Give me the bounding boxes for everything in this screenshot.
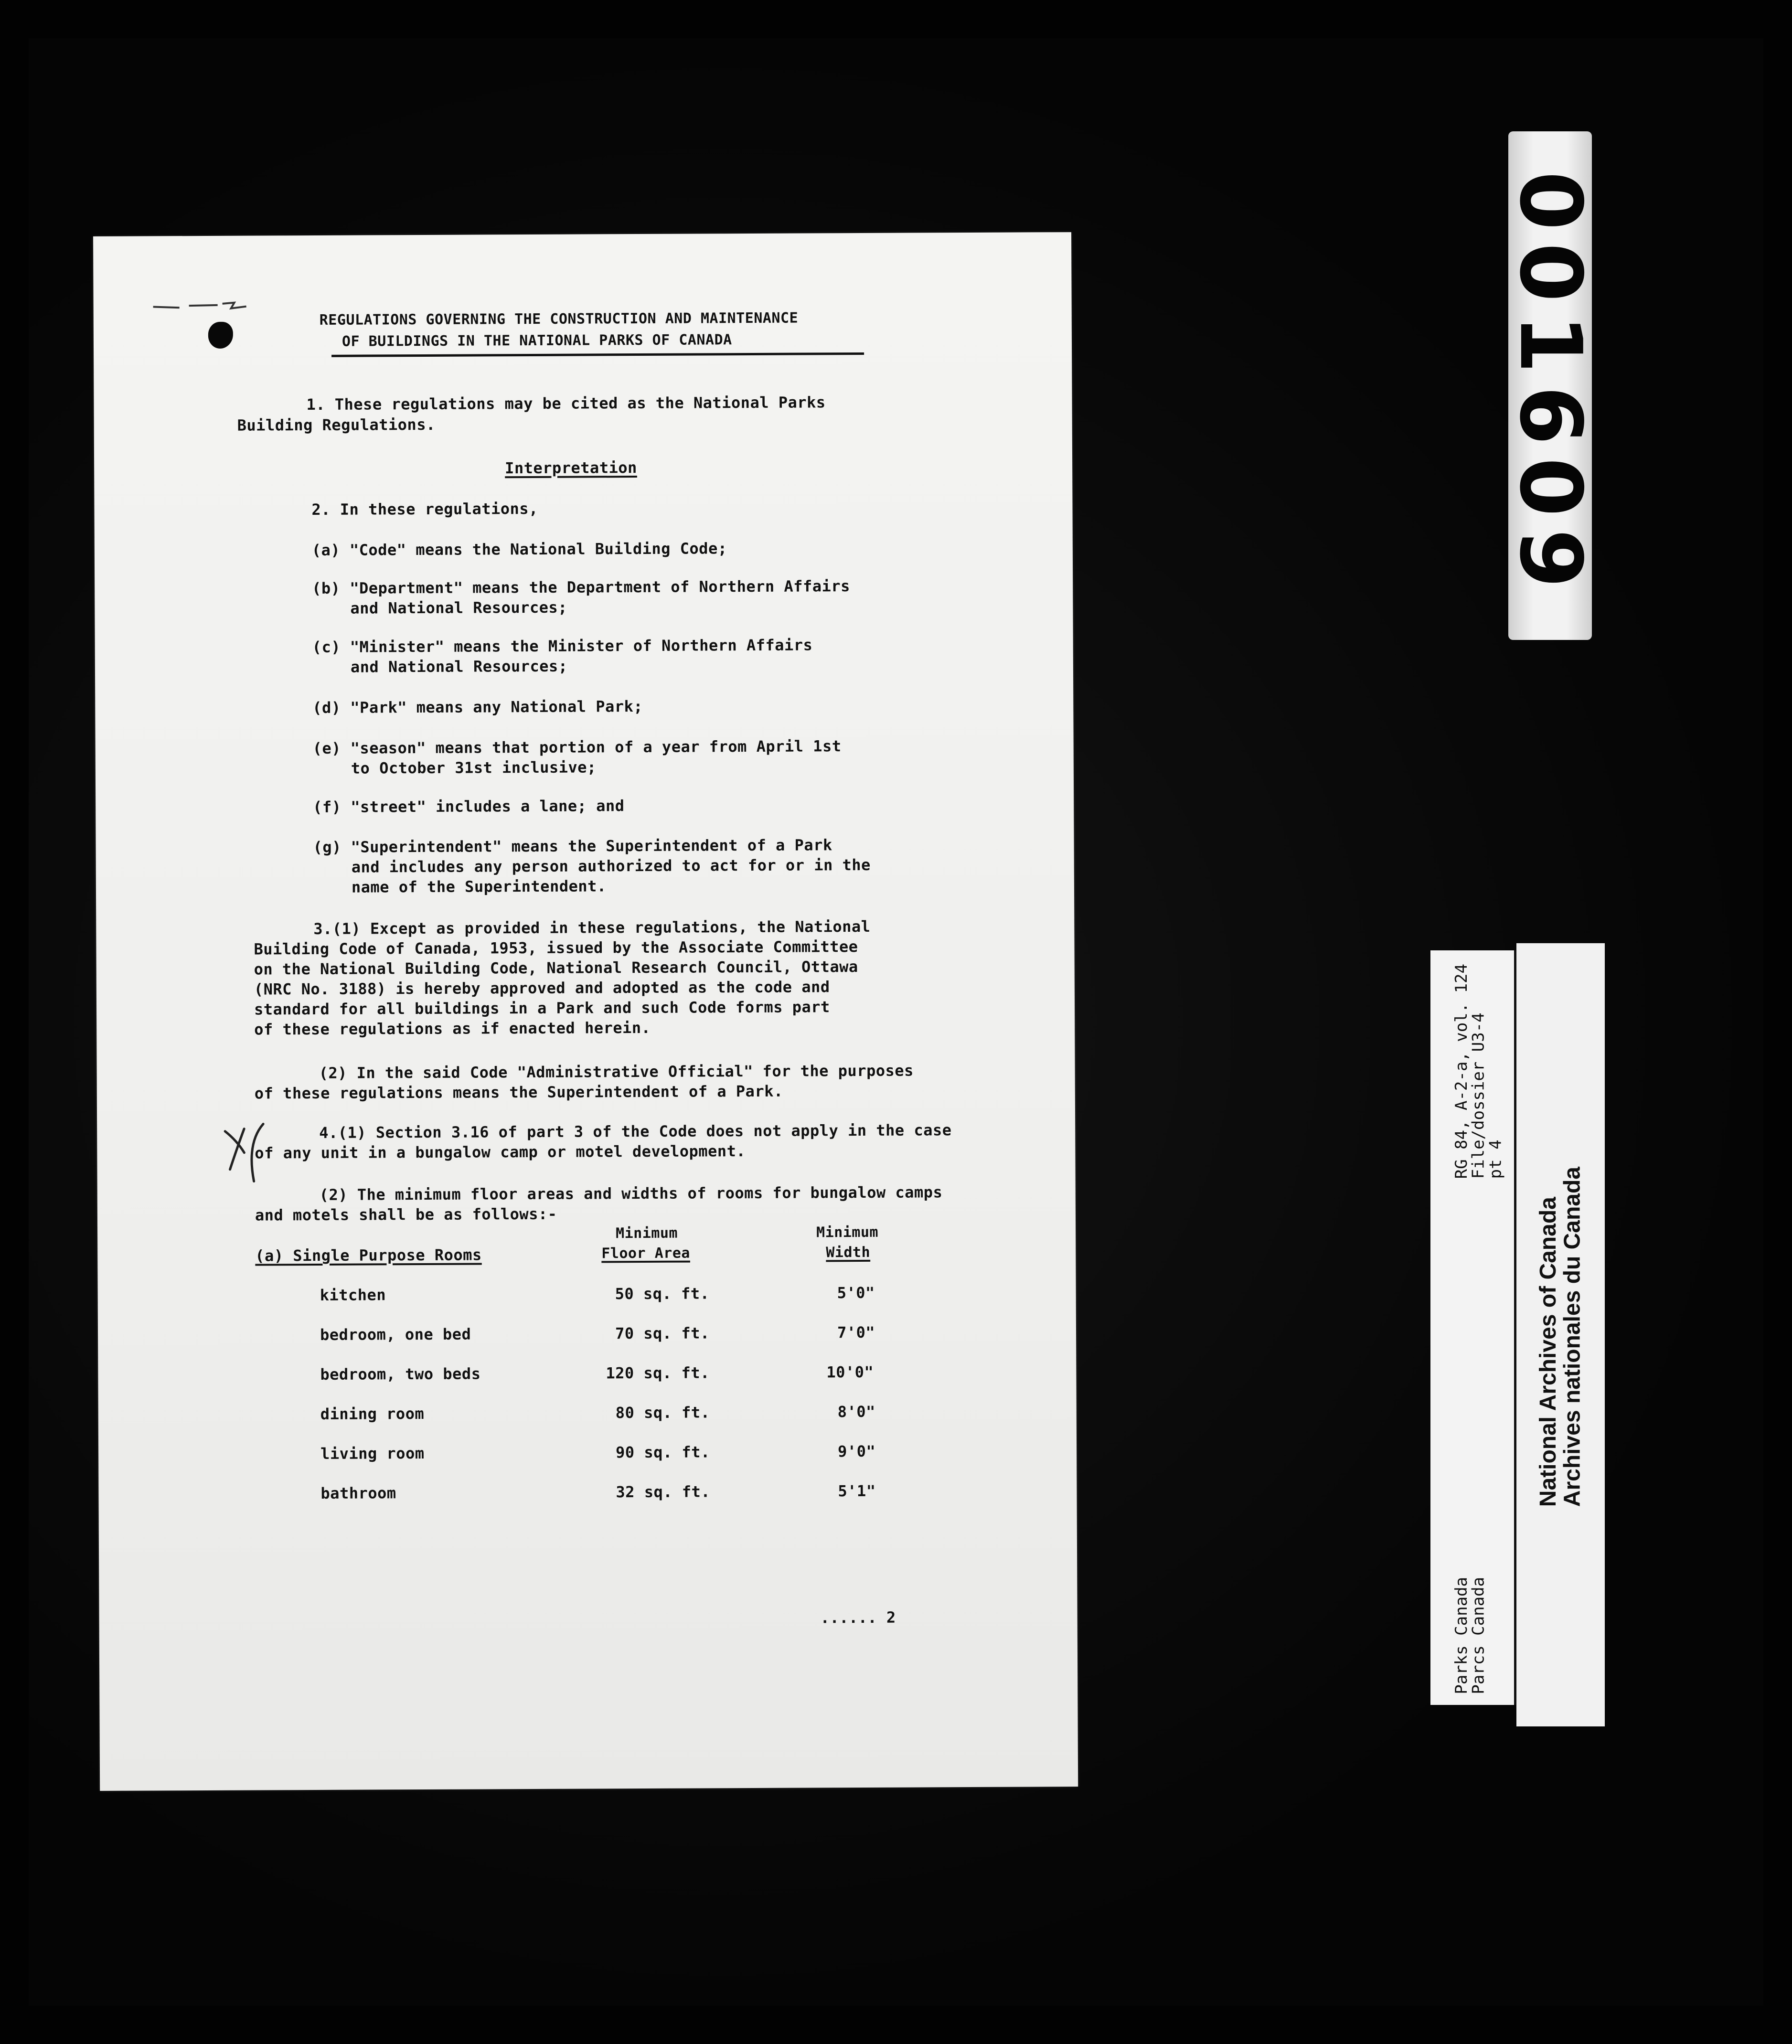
room-width: 9'0": [838, 1442, 876, 1461]
archive-reference-label: [1430, 950, 1516, 1705]
definition-g-line-1: (g) "Superintendent" means the Superintendent of a Park: [313, 836, 832, 857]
room-floor-area: 70 sq. ft.: [615, 1324, 710, 1343]
archive-agency: Parks Canada Parcs Canada: [1452, 1577, 1488, 1694]
title-underline: [331, 352, 864, 357]
para-2: 2. In these regulations,: [311, 499, 538, 519]
para-4-1-line-1: 4.(1) Section 3.16 of part 3 of the Code does not apply in the case: [319, 1121, 952, 1142]
para-3-1-line-6: of these regulations as if enacted herein.: [254, 1018, 651, 1039]
para-3-1-line-4: (NRC No. 3188) is hereby approved and adopted as the code and: [254, 978, 830, 999]
para-3-1-line-2: Building Code of Canada, 1953, issued by the Associate Committee: [254, 937, 858, 958]
para-3-1-line-5: standard for all buildings in a Park and such Code forms part: [254, 998, 830, 1019]
col-width-header-line-1: Minimum: [816, 1224, 879, 1241]
para-4-2-line-2: and motels shall be as follows:-: [255, 1204, 557, 1224]
room-width: 5'0": [837, 1283, 875, 1302]
definition-b-line-1: (b) "Department" means the Department of Northern Affairs: [312, 577, 850, 598]
room-name: kitchen: [320, 1286, 386, 1304]
archive-name: National Archives of Canada Archives nationales du Canada: [1536, 1166, 1585, 1507]
para-1-line-1: 1. These regulations may be cited as the National Parks: [306, 393, 826, 414]
room-name: dining room: [320, 1404, 425, 1423]
definition-d: (d) "Park" means any National Park;: [312, 697, 643, 717]
frame-number: 001609: [1501, 170, 1600, 601]
room-width: 7'0": [837, 1323, 875, 1342]
heading-interpretation: Interpretation: [505, 458, 637, 478]
col-width-header-line-2: Width: [826, 1244, 871, 1261]
document-title-line-1: REGULATIONS GOVERNING THE CONSTRUCTION AND MAINTENANCE: [319, 309, 799, 329]
page-continuation: ...... 2: [820, 1608, 896, 1627]
definition-g-line-3: name of the Superintendent.: [351, 877, 607, 896]
punch-hole: [208, 322, 233, 349]
room-name: bedroom, two beds: [320, 1364, 481, 1384]
para-3-1-line-1: 3.(1) Except as provided in these regulations, the National: [313, 917, 871, 938]
definition-b-line-2: and National Resources;: [350, 598, 568, 617]
definition-g-line-2: and includes any person authorized to act for or in the: [351, 855, 871, 876]
room-floor-area: 80 sq. ft.: [615, 1403, 710, 1422]
document-page: [93, 232, 1078, 1791]
room-floor-area: 120 sq. ft.: [606, 1363, 710, 1383]
para-4-2-line-1: (2) The minimum floor areas and widths of rooms for bungalow camps: [319, 1183, 943, 1204]
archive-reference: RG 84, A-2-a, vol. 124 File/dossier U3-4 pt 4: [1452, 964, 1505, 1179]
pencil-mark: [151, 297, 261, 311]
para-3-1-line-3: on the National Building Code, National Research Council, Ottawa: [254, 958, 858, 979]
room-name: bathroom: [320, 1484, 396, 1502]
para-3-2-line-1: (2) In the said Code "Administrative Official" for the purposes: [319, 1061, 914, 1082]
room-floor-area: 50 sq. ft.: [615, 1284, 710, 1303]
room-width: 10'0": [826, 1363, 874, 1382]
col-area-header-line-1: Minimum: [616, 1224, 678, 1242]
definition-e-line-1: (e) "season" means that portion of a year from April 1st: [312, 737, 842, 758]
document-title-line-2: OF BUILDINGS IN THE NATIONAL PARKS OF CANADA: [341, 331, 732, 350]
definition-a: (a) "Code" means the National Building Code;: [311, 539, 727, 560]
room-floor-area: 32 sq. ft.: [616, 1482, 711, 1501]
para-3-2-line-2: of these regulations means the Superintendent of a Park.: [254, 1082, 783, 1103]
definition-f: (f) "street" includes a lane; and: [313, 797, 625, 817]
room-name: bedroom, one bed: [320, 1325, 471, 1344]
para-1-line-2: Building Regulations.: [237, 415, 436, 435]
definition-c-line-1: (c) "Minister" means the Minister of Northern Affairs: [312, 636, 813, 657]
room-width: 5'1": [838, 1481, 876, 1501]
room-name: living room: [320, 1444, 425, 1463]
definition-c-line-2: and National Resources;: [350, 657, 568, 676]
definition-e-line-2: to October 31st inclusive;: [351, 758, 597, 777]
archive-name-label: [1516, 943, 1605, 1726]
para-4-1-line-2: of any unit in a bungalow camp or motel development.: [255, 1142, 746, 1162]
col-area-header-line-2: Floor Area: [601, 1245, 691, 1262]
table-row-label: (a) Single Purpose Rooms: [255, 1246, 482, 1265]
room-width: 8'0": [837, 1402, 875, 1421]
frame-number-stamp: [1501, 131, 1600, 640]
room-floor-area: 90 sq. ft.: [616, 1443, 710, 1462]
